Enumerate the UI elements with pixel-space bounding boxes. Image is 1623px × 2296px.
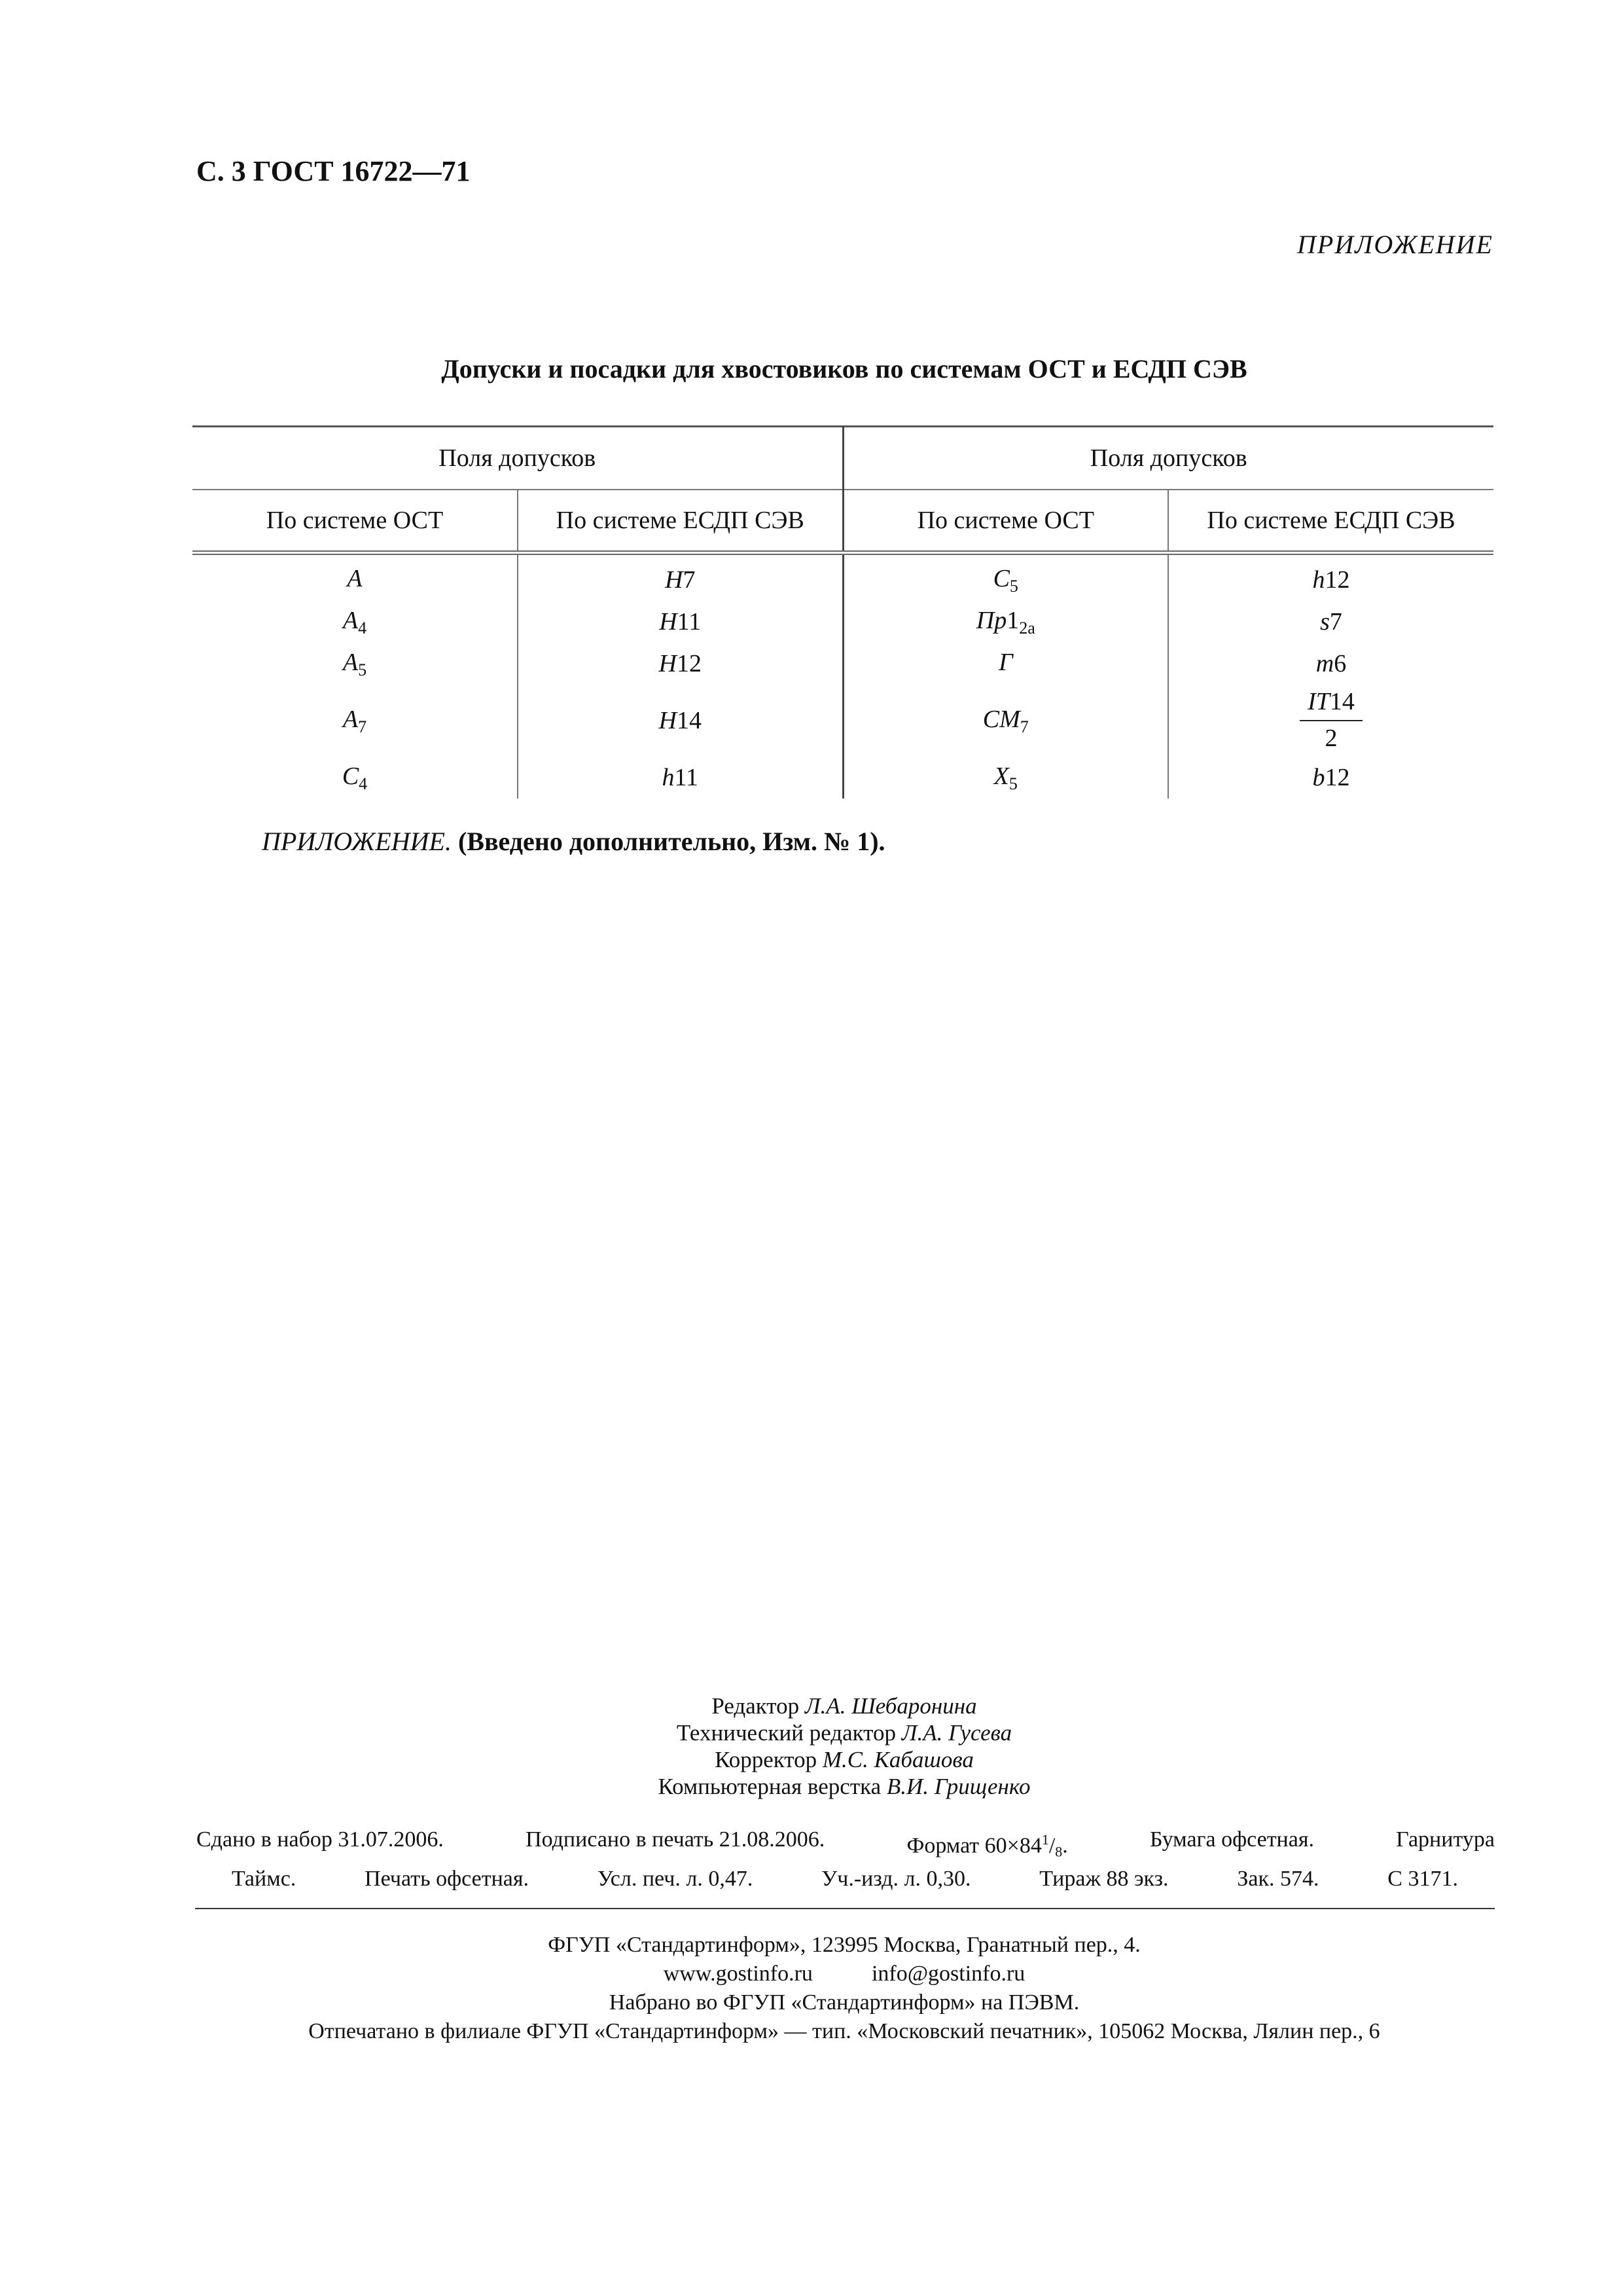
credits-block bbox=[0, 1693, 1623, 1800]
cell-ost-right: Г bbox=[843, 643, 1168, 685]
cell-ost-right: $C_5$ bbox=[843, 553, 1168, 601]
publisher-block bbox=[0, 1931, 1623, 2046]
table-subheader-row bbox=[192, 490, 1493, 553]
cell-ost-right: $Пр1_{2a}$ bbox=[843, 601, 1168, 643]
table-title: Допуски и посадки для хвостовиков по системам ОСТ и ЕСДП СЭВ bbox=[441, 354, 1247, 384]
table-row bbox=[192, 643, 1493, 685]
subheader-esdp-left: По системе ЕСДП СЭВ bbox=[518, 490, 843, 553]
publisher-contacts bbox=[0, 1960, 1623, 1988]
fraction: $\frac{IT14}{2}$ bbox=[1300, 687, 1363, 753]
cell-esdp-left: H14 bbox=[518, 685, 843, 757]
cell-ost-left: $A_5$ bbox=[192, 643, 518, 685]
page-header: С. 3 ГОСТ 16722—71 bbox=[196, 155, 471, 187]
credit-corrector: Корректор М.С. Кабашова bbox=[715, 1747, 974, 1772]
group-header-right: Поля допусков bbox=[843, 427, 1493, 490]
tolerance-table bbox=[192, 425, 1493, 798]
cell-esdp-right: h12 bbox=[1312, 566, 1350, 594]
credit-editor: Редактор Л.А. Шебаронина bbox=[711, 1693, 977, 1719]
table-row bbox=[192, 553, 1493, 601]
cell-esdp-right: m6 bbox=[1315, 650, 1347, 677]
cell-esdp-right: s7 bbox=[1320, 608, 1342, 636]
subheader-ost-left: По системе ОСТ bbox=[192, 490, 518, 553]
cell-ost-right: $X_5$ bbox=[843, 757, 1168, 798]
publisher-email[interactable]: info@gostinfo.ru bbox=[871, 1962, 1026, 1986]
footer-divider bbox=[195, 1908, 1495, 1909]
publisher-typeset: Набрано во ФГУП «Стандартинформ» на ПЭВМ. bbox=[609, 1990, 1080, 2015]
cell-esdp-left: h11 bbox=[518, 757, 843, 798]
cell-ost-left: $A_4$ bbox=[192, 601, 518, 643]
table-row bbox=[192, 757, 1493, 798]
cell-esdp-right bbox=[1168, 685, 1493, 757]
cell-esdp-left: H7 bbox=[518, 553, 843, 601]
subheader-ost-right: По системе ОСТ bbox=[843, 490, 1168, 553]
imprint-block bbox=[196, 1826, 1495, 1893]
group-header-left: Поля допусков bbox=[192, 427, 843, 490]
appendix-note: ПРИЛОЖЕНИЕ. (Введено дополнительно, Изм. № 1). bbox=[262, 827, 885, 856]
imprint-line-1: Сдано в набор 31.07.2006. Подписано в печать 21.08.2006. Формат $60\times 84^1/_8$. Бумага офсетная. Гарнитура bbox=[196, 1827, 1495, 1860]
cell-ost-left: $A_7$ bbox=[192, 685, 518, 757]
imprint-line-2: Таймс. Печать офсетная. Усл. печ. л. 0,47. Уч.-изд. л. 0,30. Тираж 88 экз. Зак. 574. С 3171. bbox=[232, 1867, 1458, 1892]
cell-esdp-left: H12 bbox=[518, 643, 843, 685]
credit-layout: Компьютерная верстка В.И. Грищенко bbox=[658, 1774, 1031, 1799]
cell-ost-left: A bbox=[192, 553, 518, 601]
publisher-website[interactable]: www.gostinfo.ru bbox=[663, 1962, 813, 1986]
cell-esdp-left: H11 bbox=[518, 601, 843, 643]
cell-ost-right: $CM_7$ bbox=[843, 685, 1168, 757]
publisher-address: ФГУП «Стандартинформ», 123995 Москва, Гранатный пер., 4. bbox=[548, 1933, 1141, 1957]
publisher-printed: Отпечатано в филиале ФГУП «Стандартинформ» — тип. «Московский печатник», 105062 Москва, Лялин пер., 6 bbox=[308, 2019, 1380, 2043]
cell-esdp-right: b12 bbox=[1312, 764, 1350, 791]
subheader-esdp-right: По системе ЕСДП СЭВ bbox=[1168, 490, 1493, 553]
credit-tech-editor: Технический редактор Л.А. Гусева bbox=[676, 1720, 1012, 1746]
cell-ost-left: $C_4$ bbox=[192, 757, 518, 798]
table-row bbox=[192, 601, 1493, 643]
appendix-label: ПРИЛОЖЕНИЕ bbox=[1297, 230, 1493, 259]
table-group-header-row bbox=[192, 427, 1493, 490]
table-row bbox=[192, 685, 1493, 757]
